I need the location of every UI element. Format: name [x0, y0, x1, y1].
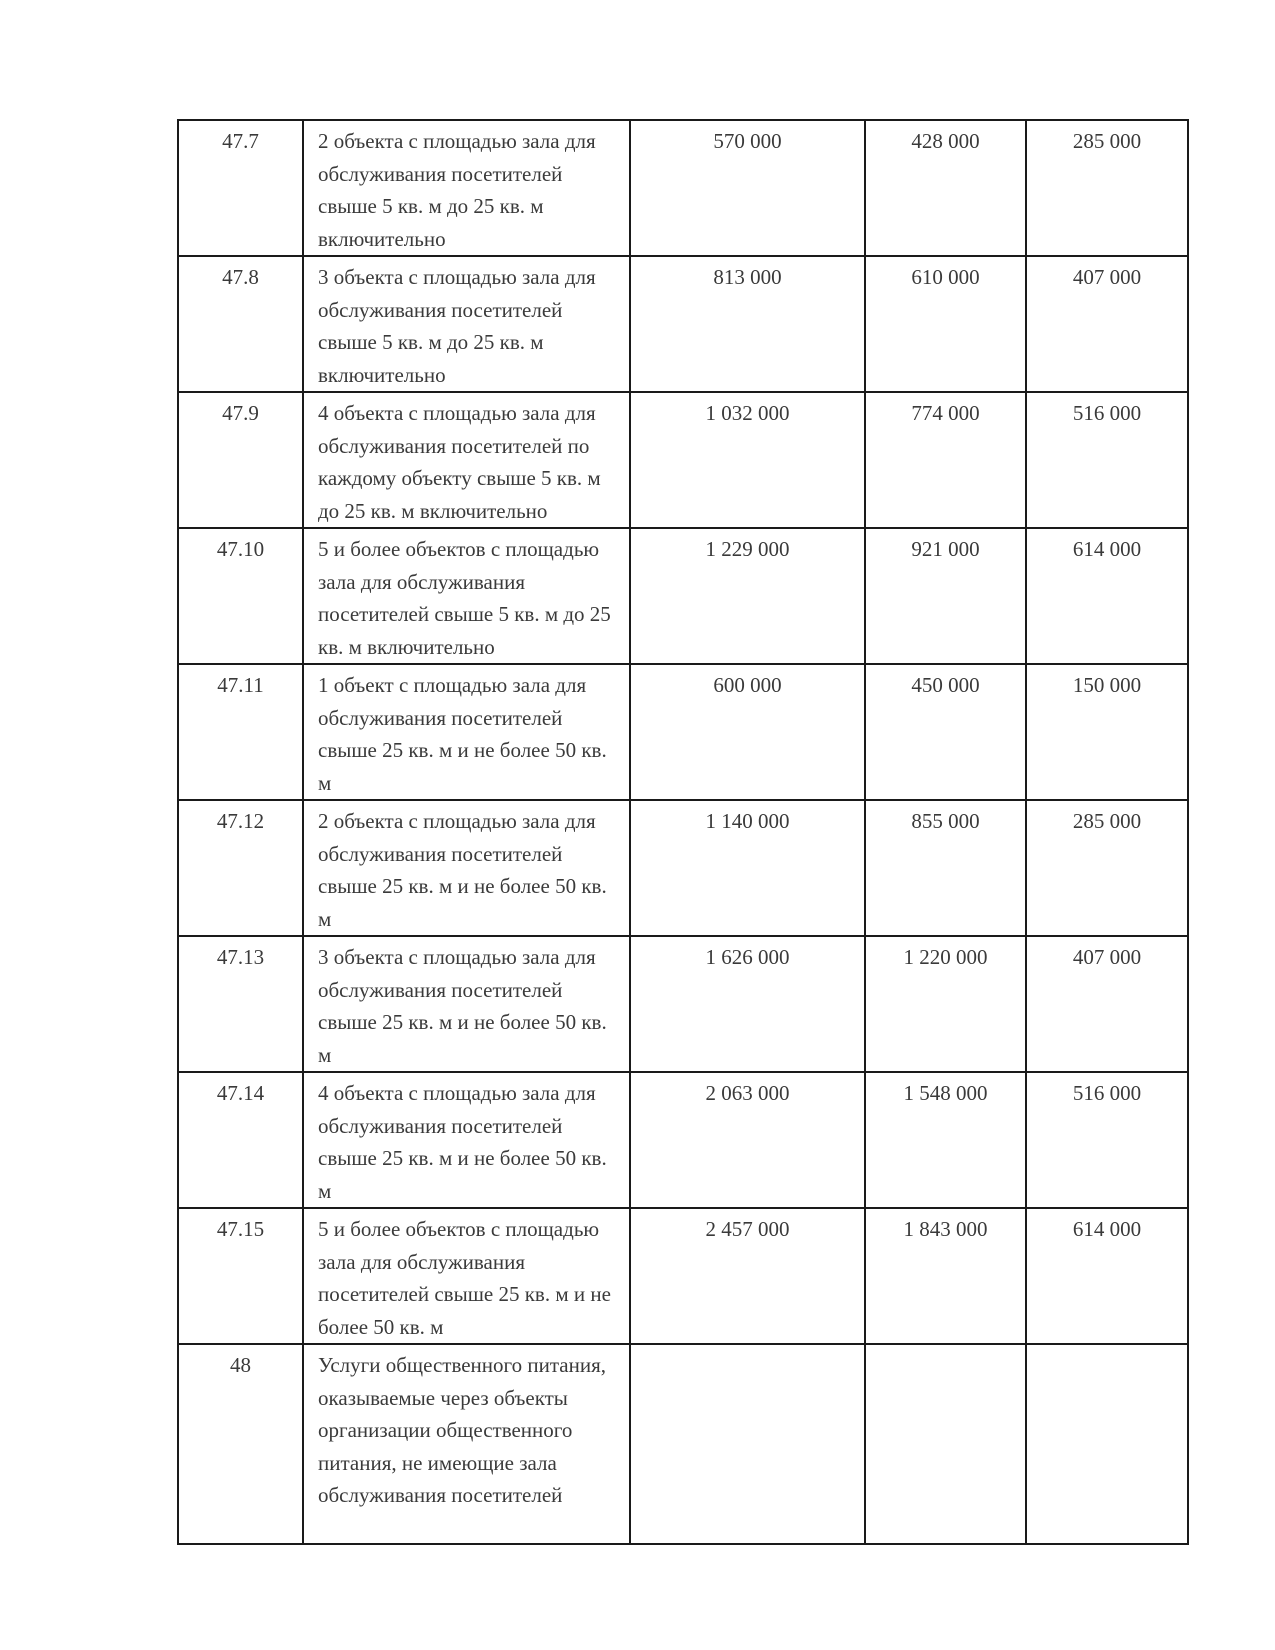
row-code: 47.14 [178, 1072, 303, 1208]
value-col-1: 1 229 000 [630, 528, 865, 664]
row-description: 3 объекта с площадью зала для обслуживания посетителей свыше 5 кв. м до 25 кв. м включительно [303, 256, 630, 392]
value-col-3: 407 000 [1026, 936, 1188, 1072]
row-description: 4 объекта с площадью зала для обслуживания посетителей по каждому объекту свыше 5 кв. м до 25 кв. м включительно [303, 392, 630, 528]
row-code: 48 [178, 1344, 303, 1544]
table-row [178, 800, 1188, 936]
row-description: 3 объекта с площадью зала для обслуживания посетителей свыше 25 кв. м и не более 50 кв. м [303, 936, 630, 1072]
row-code: 47.8 [178, 256, 303, 392]
value-col-2: 1 220 000 [865, 936, 1026, 1072]
row-description: 2 объекта с площадью зала для обслуживания посетителей свыше 25 кв. м и не более 50 кв. м [303, 800, 630, 936]
value-col-3: 285 000 [1026, 120, 1188, 256]
value-col-3: 516 000 [1026, 392, 1188, 528]
value-col-2 [865, 1344, 1026, 1544]
table-row [178, 256, 1188, 392]
value-col-1 [630, 1344, 865, 1544]
row-code: 47.10 [178, 528, 303, 664]
table-row [178, 392, 1188, 528]
value-col-1: 2 063 000 [630, 1072, 865, 1208]
row-description: 4 объекта с площадью зала для обслуживания посетителей свыше 25 кв. м и не более 50 кв. м [303, 1072, 630, 1208]
value-col-2: 450 000 [865, 664, 1026, 800]
value-col-3: 516 000 [1026, 1072, 1188, 1208]
table-row [178, 936, 1188, 1072]
value-col-1: 600 000 [630, 664, 865, 800]
tariff-table [177, 119, 1189, 1545]
table-row [178, 120, 1188, 256]
value-col-3 [1026, 1344, 1188, 1544]
row-code: 47.11 [178, 664, 303, 800]
table-row [178, 664, 1188, 800]
table-row [178, 1072, 1188, 1208]
value-col-1: 1 140 000 [630, 800, 865, 936]
value-col-2: 1 548 000 [865, 1072, 1026, 1208]
row-description: 5 и более объектов с площадью зала для обслуживания посетителей свыше 5 кв. м до 25 кв. м включительно [303, 528, 630, 664]
value-col-1: 1 626 000 [630, 936, 865, 1072]
row-description: 5 и более объектов с площадью зала для обслуживания посетителей свыше 25 кв. м и не более 50 кв. м [303, 1208, 630, 1344]
value-col-3: 614 000 [1026, 528, 1188, 664]
value-col-1: 813 000 [630, 256, 865, 392]
row-description: Услуги общественного питания, оказываемые через объекты организации общественного питания, не имеющие зала обслуживания посетителей [303, 1344, 630, 1544]
value-col-3: 150 000 [1026, 664, 1188, 800]
value-col-2: 610 000 [865, 256, 1026, 392]
value-col-1: 570 000 [630, 120, 865, 256]
value-col-3: 407 000 [1026, 256, 1188, 392]
table-row [178, 528, 1188, 664]
row-code: 47.7 [178, 120, 303, 256]
value-col-3: 285 000 [1026, 800, 1188, 936]
table-row [178, 1208, 1188, 1344]
value-col-2: 1 843 000 [865, 1208, 1026, 1344]
row-code: 47.9 [178, 392, 303, 528]
value-col-2: 774 000 [865, 392, 1026, 528]
value-col-1: 2 457 000 [630, 1208, 865, 1344]
value-col-3: 614 000 [1026, 1208, 1188, 1344]
row-description: 1 объект с площадью зала для обслуживания посетителей свыше 25 кв. м и не более 50 кв. м [303, 664, 630, 800]
table-row [178, 1344, 1188, 1544]
row-code: 47.12 [178, 800, 303, 936]
row-code: 47.15 [178, 1208, 303, 1344]
value-col-2: 921 000 [865, 528, 1026, 664]
row-description: 2 объекта с площадью зала для обслуживания посетителей свыше 5 кв. м до 25 кв. м включительно [303, 120, 630, 256]
value-col-2: 428 000 [865, 120, 1026, 256]
value-col-2: 855 000 [865, 800, 1026, 936]
row-code: 47.13 [178, 936, 303, 1072]
value-col-1: 1 032 000 [630, 392, 865, 528]
